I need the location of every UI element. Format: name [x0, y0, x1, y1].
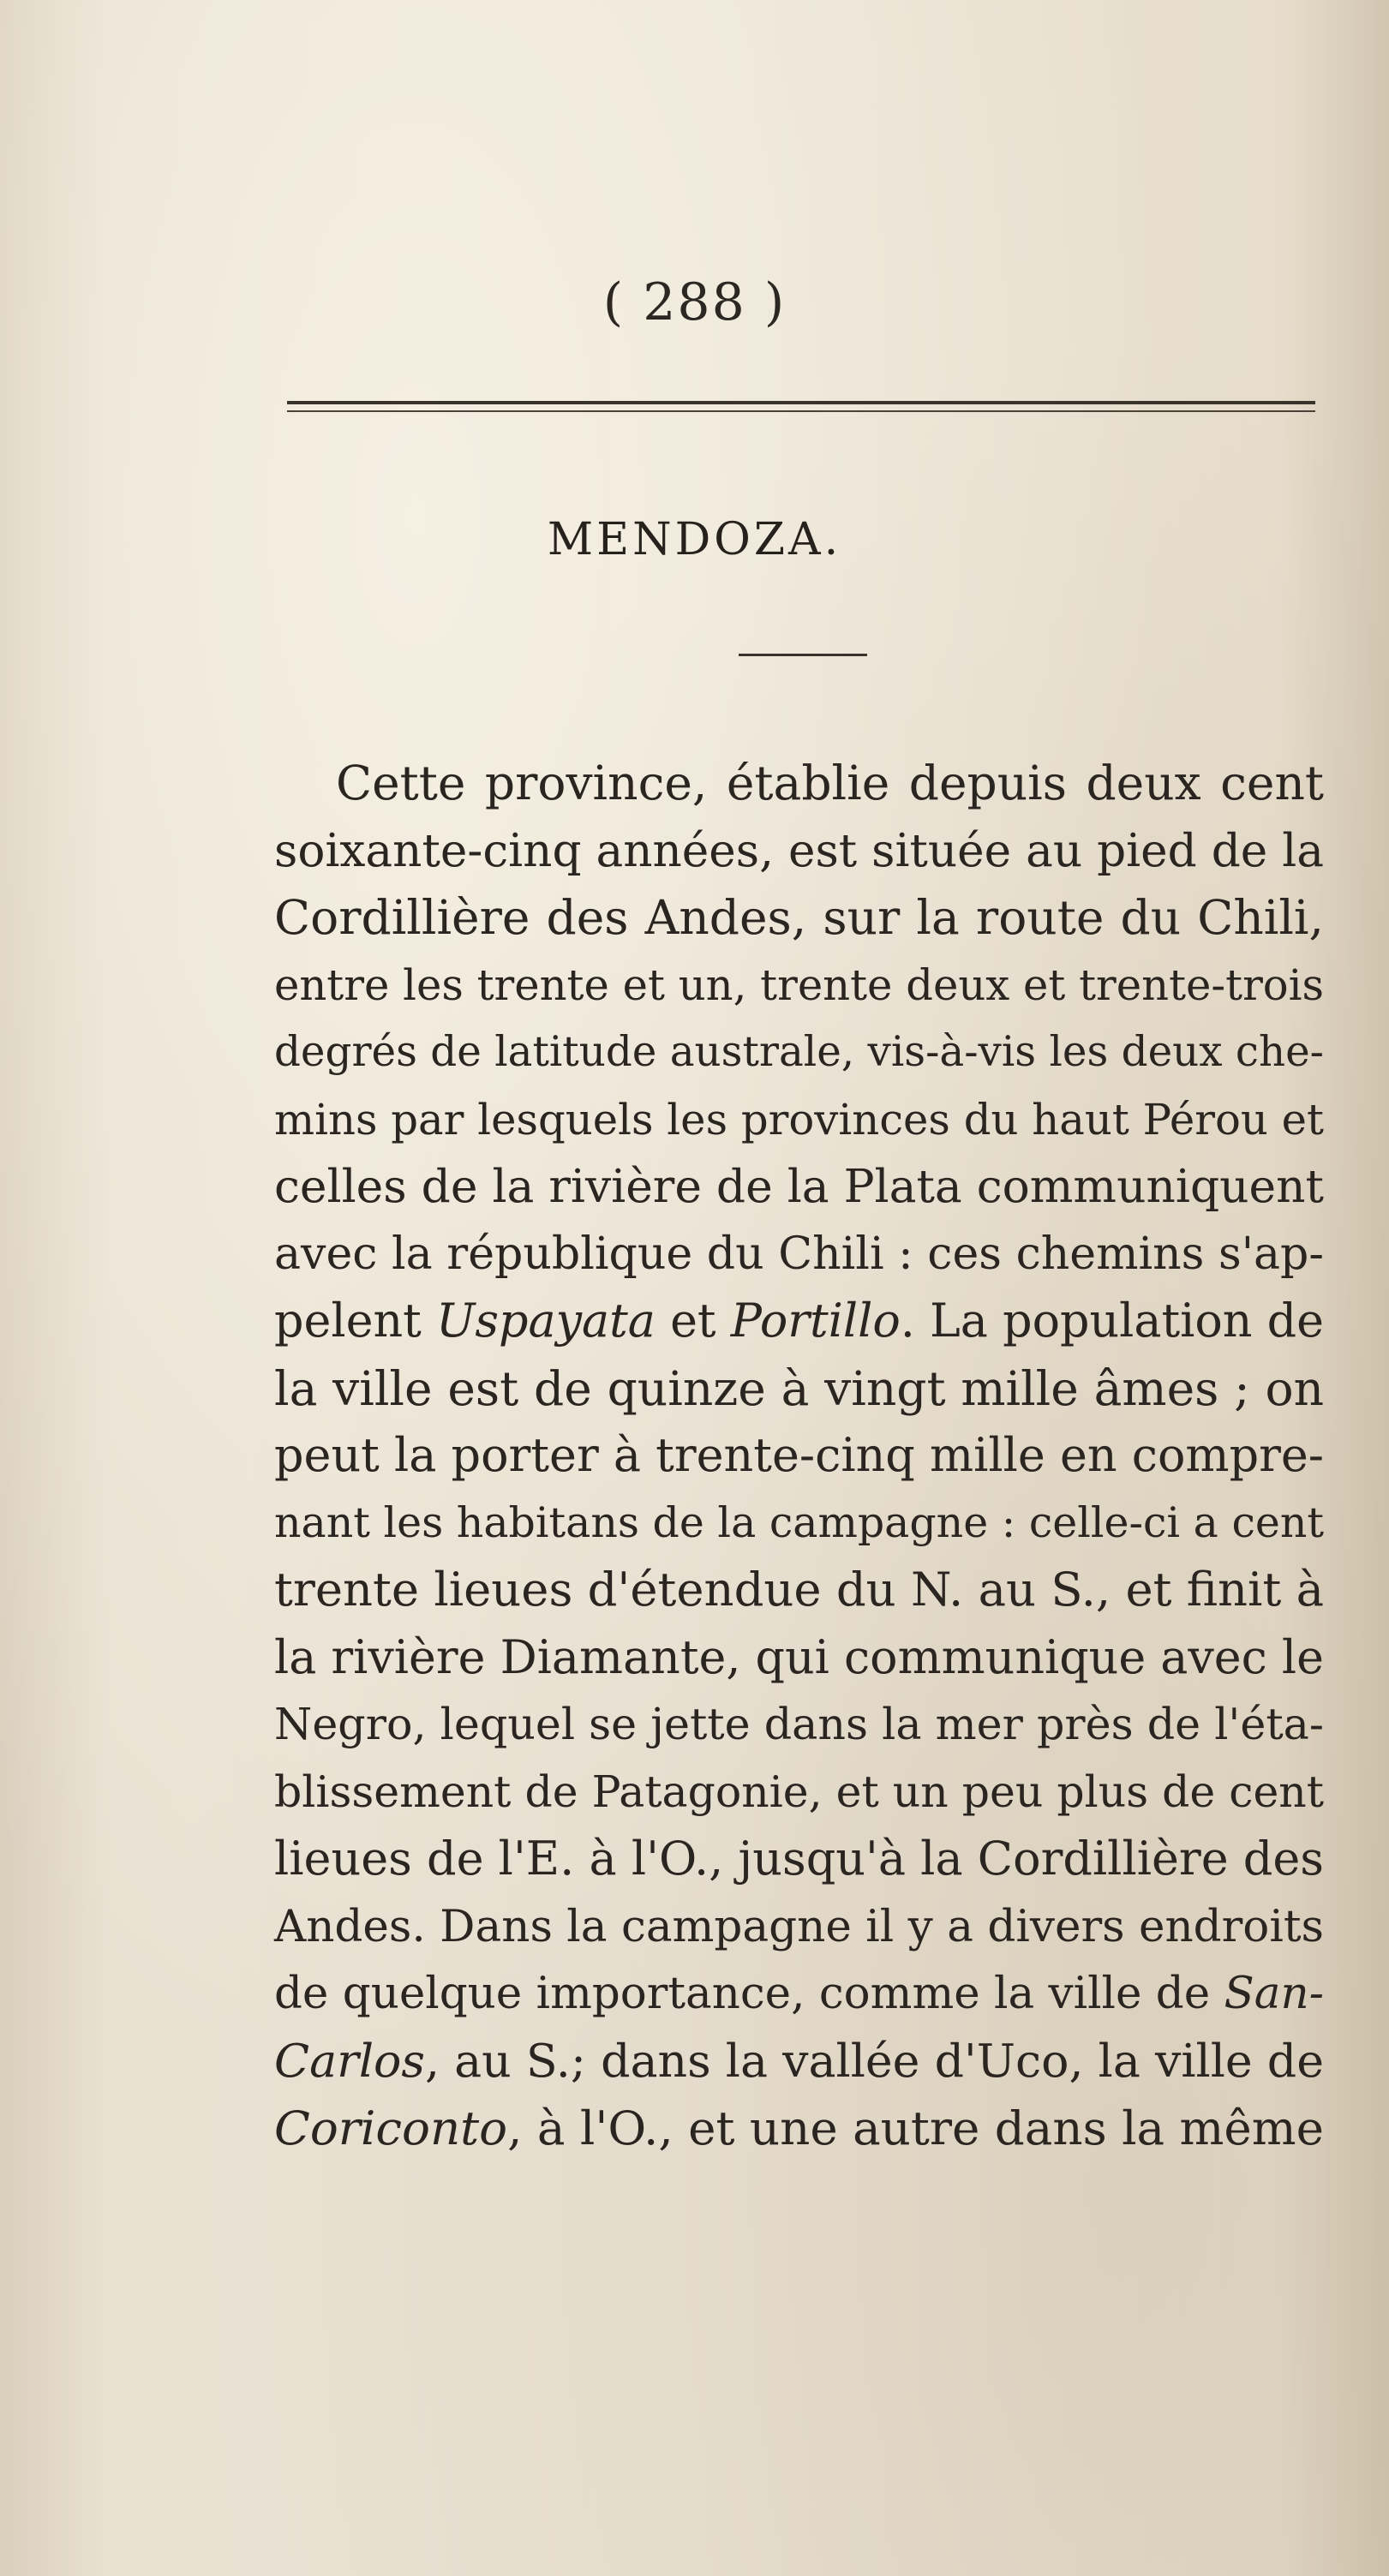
text-line: entre les trente et un, trente deux et trente-trois: [274, 959, 1324, 1010]
italic-place-name: Portillo: [730, 1294, 901, 1348]
title-divider: [739, 654, 867, 656]
text-line: peut la porter à trente-cinq mille en compre-: [274, 1428, 1325, 1482]
text-line: degrés de latitude australe, vis-à-vis les deux che-: [274, 1028, 1324, 1076]
italic-place-name: San-: [1224, 1968, 1324, 2019]
italic-place-name: Uspayata: [435, 1294, 656, 1348]
text-line: Negro, lequel se jette dans la mer près de l'éta-: [274, 1699, 1324, 1749]
text-line: la rivière Diamante, qui communique avec le: [274, 1629, 1324, 1684]
text-line-with-italics: [274, 1960, 1324, 2028]
italic-place-name: Carlos: [274, 2033, 425, 2088]
text-line: mins par lesquels les provinces du haut Pérou et: [274, 1094, 1324, 1145]
header-rule: [287, 401, 1315, 404]
text-line-with-italics: [274, 2095, 1324, 2162]
text-segment: , à l'O., et une autre dans la même: [507, 2101, 1324, 2155]
text-segment: . La population de: [900, 1294, 1325, 1348]
text-line: Andes. Dans la campagne il y a divers endroits: [274, 1900, 1324, 1952]
text-line: Cette province, établie depuis deux cent: [336, 756, 1324, 810]
italic-place-name: Coriconto: [274, 2101, 508, 2155]
body-text: [274, 750, 1324, 2162]
text-line: celles de la rivière de la Plata communiquent: [274, 1159, 1324, 1213]
text-line: trente lieues d'étendue du N. au S., et finit à: [274, 1563, 1324, 1617]
text-line-with-italics: [274, 2028, 1324, 2095]
text-segment: pelent: [274, 1294, 436, 1348]
text-line: lieues de l'E. à l'O., jusqu'à la Cordillière des: [274, 1832, 1324, 1886]
text-line: nant les habitans de la campagne : celle-ci a cent: [274, 1497, 1324, 1547]
text-line: soixante-cinq années, est située au pied de la: [274, 823, 1324, 877]
text-line-with-italics: [274, 1288, 1324, 1355]
section-title: MENDOZA.: [547, 514, 842, 565]
text-segment: de quelque importance, comme la ville de: [274, 1968, 1224, 2019]
text-line: blissement de Patagonie, et un peu plus de cent: [274, 1766, 1324, 1817]
text-line: Cordillière des Andes, sur la route du Chili,: [274, 890, 1324, 945]
text-line: la ville est de quinze à vingt mille âmes ; on: [274, 1360, 1324, 1416]
text-segment: et: [655, 1294, 731, 1348]
page-number: ( 288 ): [602, 272, 787, 332]
text-line: avec la république du Chili : ces chemins s'ap-: [274, 1228, 1324, 1280]
text-segment: , au S.; dans la vallée d'Uco, la ville de: [424, 2033, 1324, 2088]
